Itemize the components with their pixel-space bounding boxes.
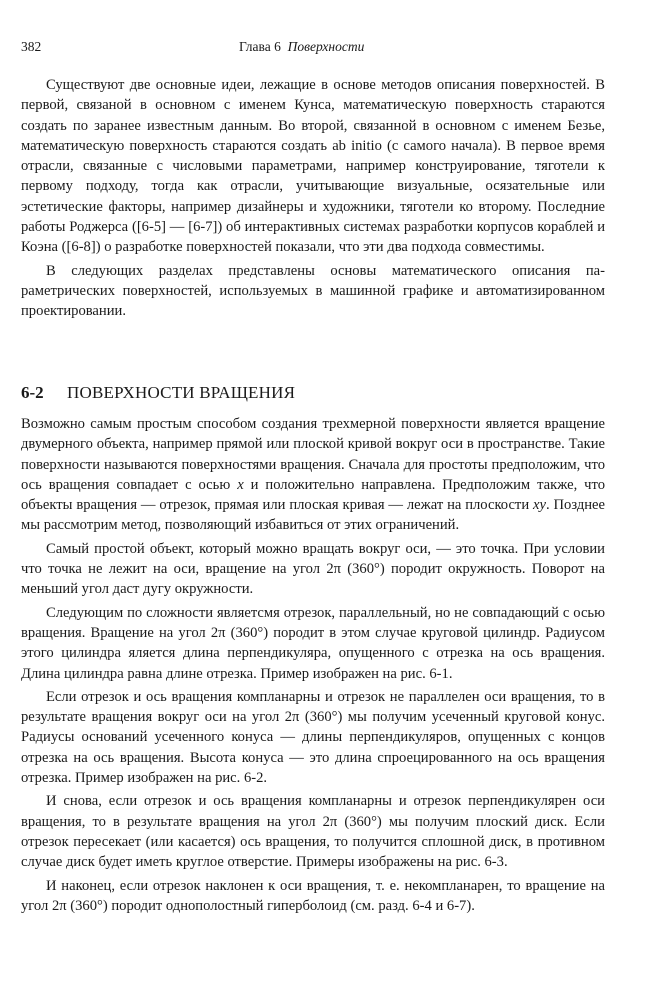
section-paragraph-4: Если отрезок и ось вращения компланарны и отрезок не параллелен оси вращения, то в результате вращения вокруг оси на угол 2π (360°) мы получим усеченный круговой конус. Радиусы оснований усеченного конуса — длины перпендикуляров, опущенных с концов отрезка на ось вращения. Высота конуса — это длина спроецированного на ось вращения отрезка. Пример изображен на рис. 6-2. bbox=[21, 688, 605, 787]
section-number: 6-2 bbox=[21, 383, 44, 402]
intro-paragraph-1: Существуют две основные идеи, лежащие в основе методов описания поверхностей. В первой, связаной в основном с именем Кунса, математическую поверхность стараются создать по заранее известным данным. Во второй, связанной в основном с именем Безье, математическую поверхность стараются создать ab initio (с самого начала). В первое время отрасли, связанные с числовыми параметрами, например конструирование, тяготели к первому подходу, тогда как отрасли, учитывающие визуальные, осязательные или эстетические факторы, например дизайнеры и художники, тяготели ко второму. Последние работы Роджерса ([6-5] — [6-7]) об интерактивных системах разработки корпусов кораблей и Коэна ([6-8]) о разработке поверхностей показали, что эти два подхода совместимы. bbox=[21, 77, 605, 256]
math-xy: xy bbox=[533, 497, 546, 514]
paragraph-1-text-b: и положительно направлена. Предположим также, что объекты вращения — отрезок, прямая или плоская кривая — лежат на плоскости bbox=[21, 476, 605, 514]
intro-text bbox=[21, 75, 605, 325]
intro-paragraph-2: В следующих разделах представлены основы математического описания параметрических поверхностей, используемых в машинной графике и автоматизированном проектировании. bbox=[21, 262, 605, 320]
section-heading bbox=[21, 382, 295, 404]
math-x: x bbox=[237, 476, 244, 493]
section-text bbox=[21, 414, 605, 919]
section-paragraph-1 bbox=[21, 414, 605, 536]
page-header bbox=[21, 39, 644, 59]
section-paragraph-2: Самый простой объект, который можно вращать вокруг оси, — это точка. При условии что точка не лежит на оси, вращение на угол 2π (360°) породит окружность. Поворот на меньший угол даст дугу окружности. bbox=[21, 540, 605, 598]
running-head bbox=[239, 39, 364, 55]
section-paragraph-3: Следующим по сложности являетсмя отрезок, параллельный, но не совпадающий с осью вращения. Вращение на угол 2π (360°) породит в этом случае круговой цилиндр. Радиусом этого цилиндра яляется длина перпендикуляра, опущенного с отрезка на ось вращения. Длина цилиндра равна длине отрезка. Пример изображен на рис. 6-1. bbox=[21, 604, 605, 682]
paragraph-1-text-a: Возможно самым простым способом создания трехмерной поверхности является вращение двумерного объекта, например прямой или плоской кривой вокруг оси в пространстве. Такие поверхности называются поверхностями вращения. Сначала для простоты предположим, что ось вращения совпадает с осью bbox=[21, 416, 605, 493]
chapter-label: Глава 6 bbox=[239, 39, 281, 54]
section-paragraph-5: И снова, если отрезок и ось вращения компланарны и отрезок перпендикулярен оси вращения, то в результате вращения на угол 2π (360°) мы получим плоский диск. Если отрезок пересекает (или касается) ось вращения, то получится сплошной диск, в противном случае диск будет иметь круглое отверстие. Примеры изображены на рис. 6-3. bbox=[21, 793, 605, 871]
page-number: 382 bbox=[21, 39, 42, 54]
chapter-title: Поверхности bbox=[287, 39, 365, 54]
section-paragraph-6: И наконец, если отрезок наклонен к оси вращения, т. е. некомпланарен, то вращение на угол 2π (360°) породит однополостный гиперболоид (см. разд. 6-4 и 6-7). bbox=[21, 877, 605, 914]
section-title: ПОВЕРХНОСТИ ВРАЩЕНИЯ bbox=[67, 383, 296, 402]
paragraph-1-text-c: . Позднее мы рассмотрим метод, позволяющий избавиться от этих ограничений. bbox=[21, 497, 606, 534]
